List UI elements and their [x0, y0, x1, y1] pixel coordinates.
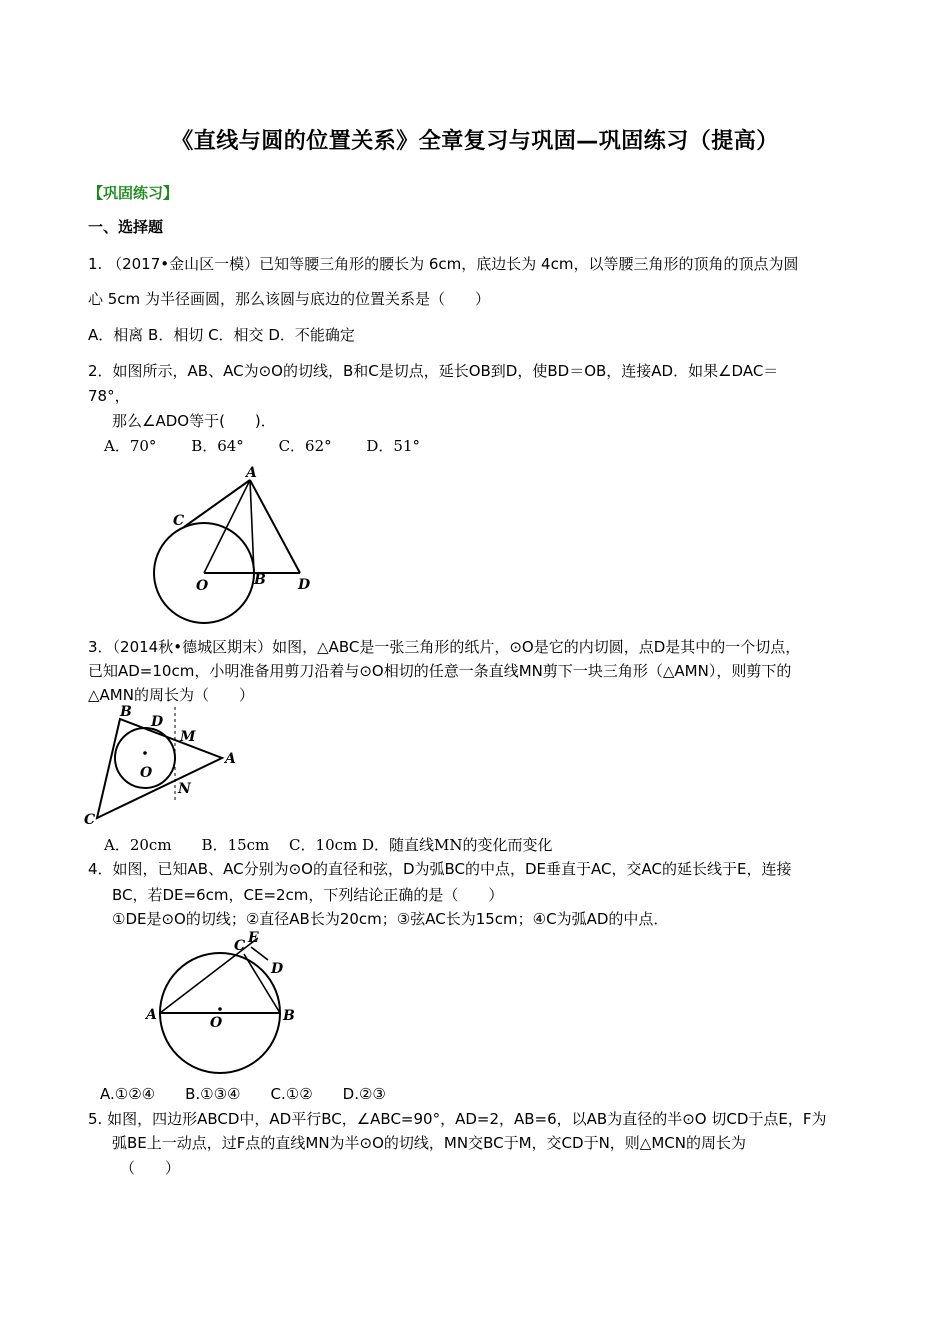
q2-label-b: B	[254, 572, 266, 588]
q3-label-n: N	[178, 781, 191, 797]
q2-options: A．70° B．64° C．62° D．51°	[104, 437, 421, 455]
q3-figure	[84, 703, 244, 828]
q4-label-d: D	[271, 961, 284, 977]
q2-line1: 2．如图所示，AB、AC为⊙O的切线，B和C是切点，延长OB到D，使BD＝OB，连接AD．如果∠DAC＝	[88, 362, 779, 380]
section-label: 【巩固练习】	[88, 184, 179, 202]
q4-label-o: O	[210, 1015, 223, 1031]
q5-line2: 弧BE上一动点，过F点的直线MN为半⊙O的切线，MN交BC于M，交CD于N，则△MCN的周长为	[112, 1134, 746, 1152]
q3-options: A．20cm B．15cm C．10cm D．随直线MN的变化而变化	[104, 836, 553, 854]
q3-label-c: C	[84, 812, 96, 828]
q5-line1: 5. 如图，四边形ABCD中，AD平行BC，∠ABC=90°，AD=2，AB=6，以AB为直径的半⊙O 切CD于点E，F为	[88, 1110, 827, 1128]
q4-label-a: A	[146, 1007, 157, 1023]
q2-figure	[150, 462, 340, 627]
q2-label-o: O	[196, 578, 209, 594]
q4-options: A.①②④ B.①③④ C.①② D.②③	[100, 1085, 386, 1103]
q4-label-c: C	[234, 938, 246, 954]
q1-line1: 1. （2017•金山区一模）已知等腰三角形的腰长为 6cm，底边长为 4cm，以等腰三角形的顶角的顶点为圆	[88, 255, 799, 273]
q4-figure	[144, 928, 304, 1073]
q1-line2: 心 5cm 为半径画圆，那么该圆与底边的位置关系是（ ）	[88, 290, 490, 308]
q2-label-d: D	[298, 577, 311, 593]
q4-line3: ①DE是⊙O的切线；②直径AB长为20cm；③弦AC长为15cm；④C为弧AD的中点．	[112, 910, 669, 928]
q4-line2: BC，若DE=6cm，CE=2cm，下列结论正确的是（ ）	[112, 886, 504, 904]
q4-label-b: B	[283, 1008, 295, 1024]
q3-line3: △AMN的周长为（ ）	[88, 686, 254, 704]
q2-label-c: C	[173, 513, 185, 529]
q3-label-a: A	[225, 751, 236, 767]
q1-options: A．相离 B．相切 C．相交 D．不能确定	[88, 326, 355, 344]
q2-line3: 那么∠ADO等于( )．	[112, 412, 276, 430]
q3-label-o: O	[140, 765, 153, 781]
q5-line3: （ ）	[120, 1159, 181, 1177]
q3-label-b: B	[120, 704, 132, 720]
q3-line1: 3．（2014秋•德城区期末）如图，△ABC是一张三角形的纸片，⊙O是它的内切圆，点D是其中的一个切点，	[88, 638, 801, 656]
section-heading: 一、选择题	[88, 218, 164, 236]
q4-label-e: E	[248, 930, 259, 946]
q2-label-a: A	[246, 465, 257, 481]
q3-label-m: M	[180, 729, 196, 745]
q2-line2: 78°，	[88, 387, 130, 405]
q3-line2: 已知AD=10cm，小明准备用剪刀沿着与⊙O相切的任意一条直线MN剪下一块三角形（△AMN），则剪下的	[88, 662, 792, 680]
q4-line1: 4．如图，已知AB、AC分别为⊙O的直径和弦，D为弧BC的中点，DE垂直于AC，交AC的延长线于E，连接	[88, 860, 792, 878]
page-title: 《直线与圆的位置关系》全章复习与巩固—巩固练习（提高）	[171, 129, 779, 154]
q3-label-d: D	[151, 714, 164, 730]
